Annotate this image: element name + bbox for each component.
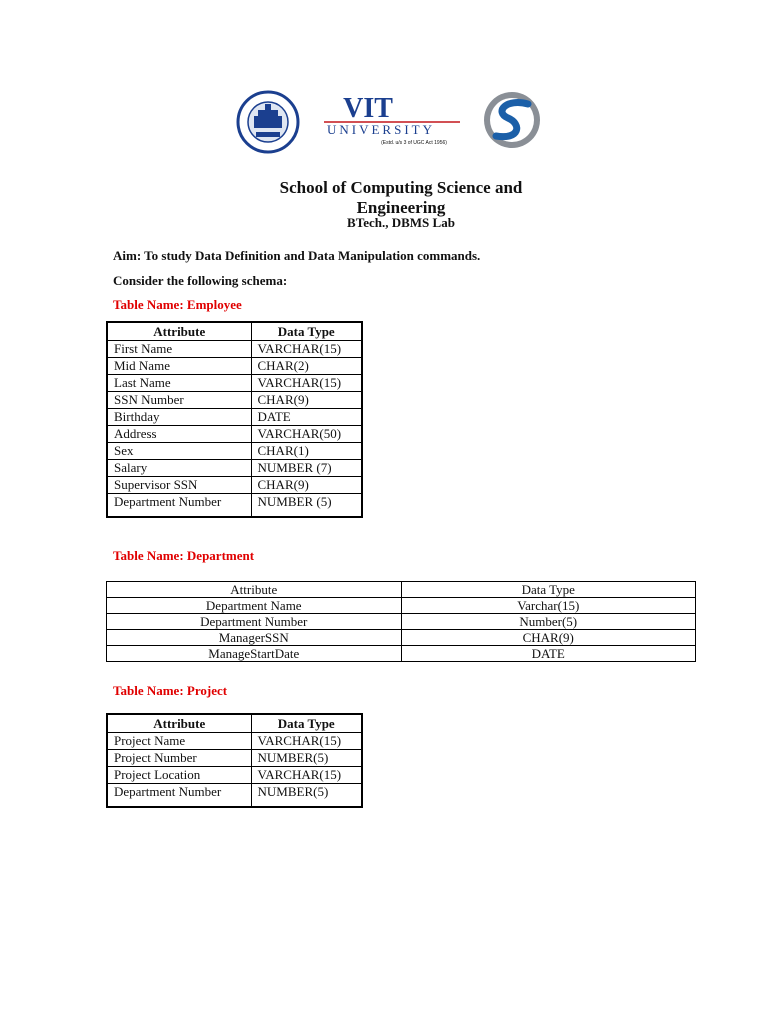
attribute-cell: Department Number <box>107 614 402 630</box>
attribute-cell: SSN Number <box>107 392 251 409</box>
table-header-row <box>107 582 696 598</box>
data-type-cell: VARCHAR(15) <box>251 767 362 784</box>
table-row <box>107 375 362 392</box>
table-row <box>107 784 362 808</box>
table-row <box>107 614 696 630</box>
table-header-row <box>107 714 362 733</box>
data-type-cell: DATE <box>401 646 696 662</box>
data-type-cell: NUMBER(5) <box>251 750 362 767</box>
attribute-cell: Last Name <box>107 375 251 392</box>
column-header: Attribute <box>107 714 251 733</box>
project-table-name: Table Name: Project <box>113 683 228 698</box>
employee-table <box>106 321 363 518</box>
data-type-cell: CHAR(9) <box>401 630 696 646</box>
attribute-cell: Sex <box>107 443 251 460</box>
data-type-cell: CHAR(2) <box>251 358 362 375</box>
data-type-cell: Number(5) <box>401 614 696 630</box>
attribute-cell: Project Location <box>107 767 251 784</box>
institute-seal-logo <box>238 92 298 152</box>
attribute-cell: ManageStartDate <box>107 646 402 662</box>
table-row <box>107 426 362 443</box>
data-type-cell: CHAR(9) <box>251 392 362 409</box>
department-table <box>106 581 696 662</box>
attribute-cell: Department Name <box>107 598 402 614</box>
data-type-cell: VARCHAR(15) <box>251 375 362 392</box>
estd-text: (Estd. u/s 3 of UGC Act 1956) <box>381 140 447 146</box>
table-row <box>107 392 362 409</box>
table-row <box>107 477 362 494</box>
attribute-cell: Address <box>107 426 251 443</box>
project-table <box>106 713 363 808</box>
data-type-cell: Varchar(15) <box>401 598 696 614</box>
data-type-cell: VARCHAR(15) <box>251 341 362 358</box>
column-header: Attribute <box>107 322 251 341</box>
data-type-cell: DATE <box>251 409 362 426</box>
data-type-cell: CHAR(9) <box>251 477 362 494</box>
column-header: Data Type <box>251 714 362 733</box>
table-row <box>107 409 362 426</box>
logo-strip <box>236 90 546 154</box>
data-type-cell: VARCHAR(50) <box>251 426 362 443</box>
attribute-cell: Birthday <box>107 409 251 426</box>
employee-table-name: Table Name: Employee <box>113 297 242 312</box>
attribute-cell: First Name <box>107 341 251 358</box>
vit-university-logo <box>324 93 460 146</box>
attribute-cell: Department Number <box>107 784 251 808</box>
data-type-cell: NUMBER (7) <box>251 460 362 477</box>
attribute-cell: Supervisor SSN <box>107 477 251 494</box>
column-header: Attribute <box>107 582 402 598</box>
attribute-cell: ManagerSSN <box>107 630 402 646</box>
attribute-cell: Salary <box>107 460 251 477</box>
consider-text: Consider the following schema: <box>113 273 288 288</box>
university-word: UNIVERSITY <box>327 122 435 137</box>
table-row <box>107 494 362 518</box>
table-row <box>107 767 362 784</box>
table-row <box>107 598 696 614</box>
column-header: Data Type <box>401 582 696 598</box>
table-row <box>107 358 362 375</box>
page-subtitle: BTech., DBMS Lab <box>347 215 455 230</box>
s-swoosh-logo <box>484 92 540 148</box>
page-title: School of Computing Science and Engineering <box>279 178 523 217</box>
attribute-cell: Project Name <box>107 733 251 750</box>
vit-word: VIT <box>343 93 393 124</box>
attribute-cell: Mid Name <box>107 358 251 375</box>
column-header: Data Type <box>251 322 362 341</box>
data-type-cell: NUMBER(5) <box>251 784 362 808</box>
data-type-cell: VARCHAR(15) <box>251 733 362 750</box>
data-type-cell: CHAR(1) <box>251 443 362 460</box>
logos-svg <box>236 90 546 154</box>
table-header-row <box>107 322 362 341</box>
table-row <box>107 630 696 646</box>
aim-text: Aim: To study Data Definition and Data Manipulation commands. <box>113 248 481 263</box>
department-table-name: Table Name: Department <box>113 548 255 563</box>
table-row <box>107 341 362 358</box>
data-type-cell: NUMBER (5) <box>251 494 362 518</box>
table-row <box>107 733 362 750</box>
attribute-cell: Department Number <box>107 494 251 518</box>
table-row <box>107 750 362 767</box>
table-row <box>107 443 362 460</box>
table-row <box>107 646 696 662</box>
table-row <box>107 460 362 477</box>
attribute-cell: Project Number <box>107 750 251 767</box>
